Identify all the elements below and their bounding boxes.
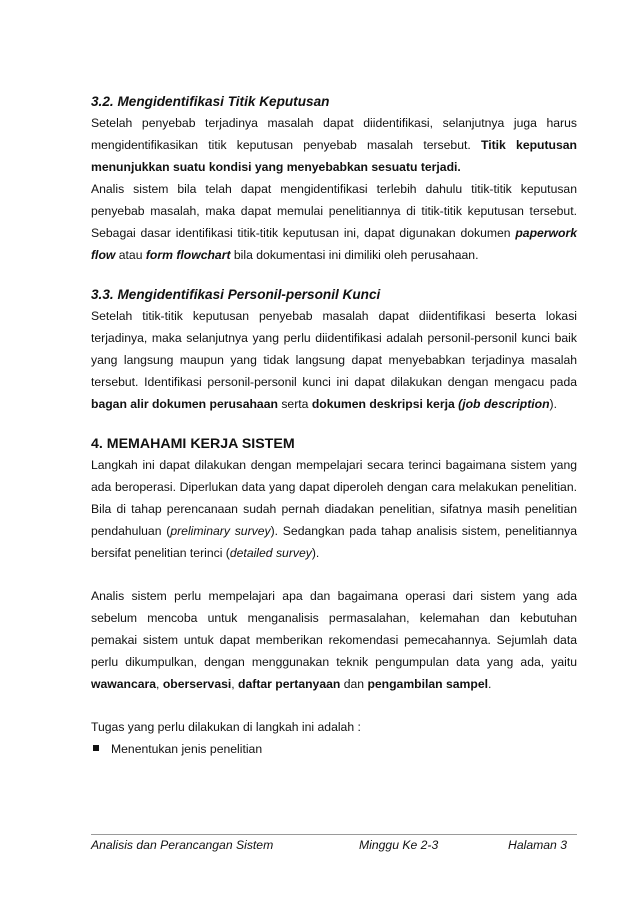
section-spacer: [91, 266, 577, 285]
footer-week: Minggu Ke 2-3: [359, 838, 439, 852]
paragraph-spacer: [91, 564, 577, 585]
section-spacer: [91, 415, 577, 434]
paragraph-3-3-1: Setelah titik-titik keputusan penyebab masalah dapat diidentifikasi beserta lokasi terjadinya, maka selanjutnya yang perlu diidentifikasi adalah personil-personil kunci baik yang langsung maupun yang tidak langsung dapat menyebabkan terjadinya masalah tersebut. Identifikasi personil-personil kunci ini dapat dilakukan dengan mengacu pada bagan alir dokumen perusahaan serta dokumen deskripsi kerja (job description).: [91, 309, 577, 411]
footer-course-title: Analisis dan Perancangan Sistem: [91, 838, 274, 852]
footer-page-number: Halaman 3: [508, 838, 567, 852]
paragraph-4-3: Tugas yang perlu dilakukan di langkah ini adalah :: [91, 720, 361, 734]
paragraph-spacer: [91, 695, 577, 716]
section-heading-3-2: 3.2. Mengidentifikasi Titik Keputusan: [91, 94, 330, 109]
task-list: [91, 738, 577, 760]
page-content: [91, 92, 577, 760]
paragraph-3-2-2: Analis sistem bila telah dapat mengidentifikasi terlebih dahulu titik-titik keputusan penyebab masalah, maka dapat memulai penelitiannya di titik-titik keputusan tersebut. Sebagai dasar identifikasi titik-titik keputusan ini, dapat digunakan dokumen paperwork flow atau form flowchart bila dokumentasi ini dimiliki oleh perusahaan.: [91, 182, 577, 262]
paragraph-4-2: Analis sistem perlu mempelajari apa dan bagaimana operasi dari sistem yang ada sebelum mencoba untuk menganalisis permasalahan, kelemahan dan kebutuhan pemakai sistem untuk dapat memberikan rekomendasi pemecahannya. Sejumlah data perlu dikumpulkan, dengan menggunakan teknik pengumpulan data yang ada, yaitu wawancara, oberservasi, daftar pertanyaan dan pengambilan sampel.: [91, 589, 577, 691]
list-item: Menentukan jenis penelitian: [91, 738, 577, 760]
footer-divider: [91, 834, 577, 835]
section-heading-3-3: 3.3. Mengidentifikasi Personil-personil Kunci: [91, 287, 381, 302]
paragraph-4-1: Langkah ini dapat dilakukan dengan mempelajari secara terinci bagaimana sistem yang ada beroperasi. Diperlukan data yang dapat diperoleh dengan cara melakukan penelitian. Bila di tahap perencanaan sudah pernah diadakan penelitian, sifatnya masih penelitian pendahuluan (preliminary survey). Sedangkan pada tahap analisis sistem, penelitiannya bersifat penelitian terinci (detailed survey).: [91, 458, 577, 560]
square-bullet-icon: [93, 745, 99, 751]
chapter-heading-4: 4. MEMAHAMI KERJA SISTEM: [91, 436, 295, 452]
paragraph-3-2-1: Setelah penyebab terjadinya masalah dapat diidentifikasi, selanjutnya juga harus mengidentifikasikan titik keputusan penyebab masalah tersebut. Titik keputusan menunjukkan suatu kondisi yang menyebabkan sesuatu terjadi.: [91, 116, 577, 174]
